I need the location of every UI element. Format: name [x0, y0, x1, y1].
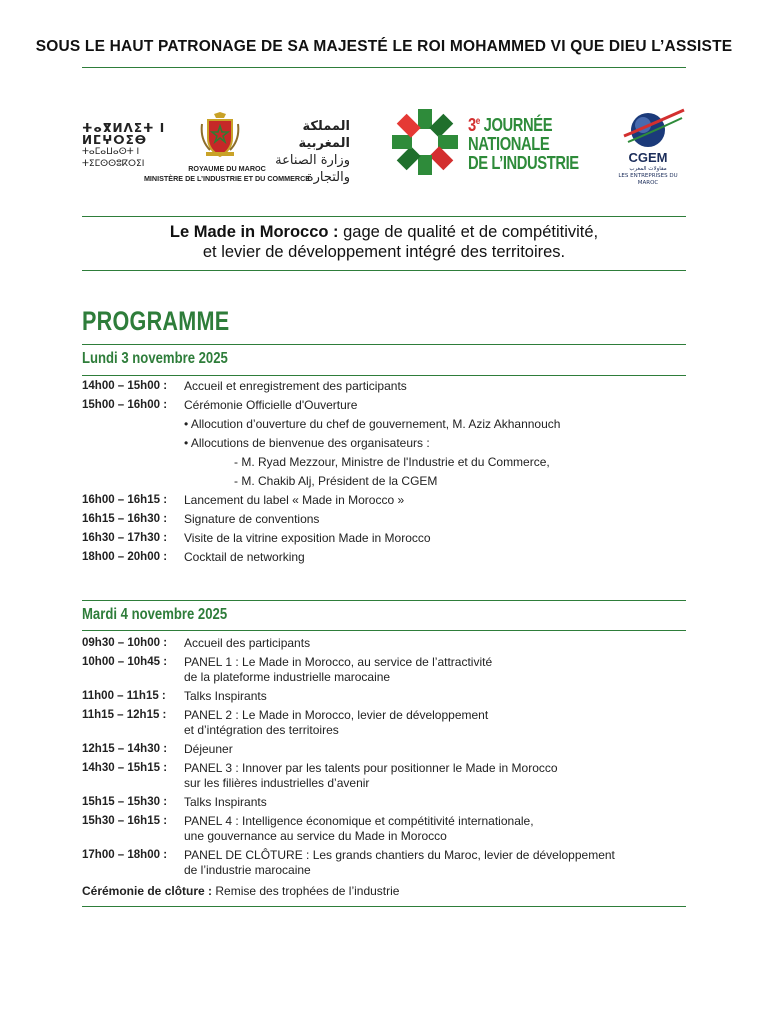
cgem-subtitle-latin: LES ENTREPRISES DU MAROC [618, 173, 678, 186]
tagline-line-2: et levier de développement intégré des territoires. [202, 243, 566, 261]
day2-top-divider [82, 600, 686, 601]
journee-nationale-logo [388, 104, 588, 184]
day1-heading: Lundi 3 novembre 2025 [82, 350, 228, 367]
event-title-line-1 [468, 112, 579, 135]
panel-title-continued: sur les filières industrielles d’avenir [184, 776, 370, 790]
panel-title: Innover par les talents pour positionner le Made in Morocco [238, 761, 558, 775]
cgem-subtitle-arabic: مقاولات المغرب [629, 166, 667, 172]
schedule-desc: Talks Inspirants [184, 689, 267, 703]
schedule-desc: Accueil et enregistrement des participants [184, 379, 407, 393]
schedule-desc [184, 655, 684, 685]
panel-title-continued: de l’industrie marocaine [184, 863, 311, 877]
schedule-time: 16h15 – 16h30 : [82, 513, 168, 525]
tagline-line-1 [82, 222, 686, 242]
schedule-desc: Déjeuner [184, 742, 233, 756]
day2-heading: Mardi 4 novembre 2025 [82, 606, 228, 623]
schedule-time: 16h30 – 17h30 : [82, 532, 168, 544]
event-title-line-3: DE L’INDUSTRIE [468, 153, 579, 173]
schedule-time: 12h15 – 14h30 : [82, 743, 168, 755]
ministry-tifinagh-text [82, 122, 198, 170]
panel-label: PANEL DE CLÔTURE [184, 848, 303, 862]
speaker-item: - M. Ryad Mezzour, Ministre de l'Industrie et du Commerce, [234, 455, 550, 469]
closing-label: Cérémonie de clôture : [82, 884, 213, 898]
panel-label: PANEL 4 : [184, 814, 239, 828]
schedule-time: 11h00 – 11h15 : [82, 690, 166, 702]
ceremony-sub-item: • Allocution d’ouverture du chef de gouvernement, M. Aziz Akhannouch [184, 417, 561, 431]
tagline-bottom-divider [82, 270, 686, 271]
schedule-time: 16h00 – 16h15 : [82, 494, 168, 506]
edition-suffix: e [475, 116, 480, 127]
schedule-desc: Signature de conventions [184, 512, 320, 526]
panel-title: Le Made in Morocco, au service de l’attractivité [238, 655, 493, 669]
tifinagh-line-1: ⵜⴰⴳⵍⴷⵉⵜ ⵏ ⵍⵎⵖⵔⵉⴱ [82, 121, 166, 147]
schedule-desc [184, 708, 684, 738]
patronage-heading: SOUS LE HAUT PATRONAGE DE SA MAJESTÉ LE ROI MOHAMMED VI QUE DIEU L’ASSISTE [35, 38, 733, 55]
ministere-label: MINISTÈRE DE L’INDUSTRIE ET DU COMMERCE [143, 174, 311, 183]
panel-label: PANEL 3 : [184, 761, 239, 775]
panel-title-continued: une gouvernance au service du Made in Morocco [184, 829, 447, 843]
schedule-desc: Talks Inspirants [184, 795, 267, 809]
panel-title: : Les grands chantiers du Maroc, levier de développement [302, 848, 615, 862]
schedule-desc: Cérémonie Officielle d'Ouverture [184, 398, 358, 412]
tagline-line-1-rest: gage de qualité et de compétitivité, [338, 223, 599, 241]
schedule-time: 17h00 – 18h00 : [82, 849, 168, 861]
panel-title: Intelligence économique et compétitivité internationale, [238, 814, 534, 828]
schedule-time: 10h00 – 10h45 : [82, 656, 168, 668]
ministry-logo [82, 112, 352, 184]
cgem-subtitle [618, 166, 678, 187]
panel-title: Le Made in Morocco, levier de développement [238, 708, 489, 722]
schedule-desc: Visite de la vitrine exposition Made in Morocco [184, 531, 431, 545]
schedule-desc: Cocktail de networking [184, 550, 305, 564]
industry-star-icon [388, 108, 462, 176]
panel-title-continued: et d’intégration des territoires [184, 723, 339, 737]
cgem-wordmark: CGEM [628, 150, 668, 165]
arabic-line-1: المملكة المغربية [298, 119, 350, 151]
bottom-divider [82, 906, 686, 907]
top-divider [82, 67, 686, 68]
logo-strip [82, 104, 686, 184]
cgem-globe-icon [618, 106, 686, 150]
schedule-desc [184, 761, 684, 791]
schedule-time: 15h15 – 15h30 : [82, 796, 168, 808]
schedule-desc: Lancement du label « Made in Morocco » [184, 493, 405, 507]
event-tagline [82, 222, 686, 262]
event-title-line-2: NATIONALE [468, 134, 550, 154]
panel-title-continued: de la plateforme industrielle marocaine [184, 670, 391, 684]
royal-crest-icon [200, 112, 240, 158]
ministry-name [122, 164, 332, 184]
schedule-time: 15h00 – 16h00 : [82, 399, 168, 411]
schedule-time: 09h30 – 10h00 : [82, 637, 168, 649]
programme-title: PROGRAMME [82, 306, 230, 336]
panel-label: PANEL 1 : [184, 655, 239, 669]
programme-divider [82, 344, 686, 345]
tifinagh-line-2: ⵜⴰⵎⴰⵡⴰⵙⵜ ⵏ ⵜⵉⵎⵙⵙⵓⴽⵔⵉⵏ [82, 147, 145, 169]
event-title [468, 112, 579, 173]
closing-ceremony [82, 884, 399, 898]
day2-divider [82, 630, 686, 631]
schedule-time: 11h15 – 12h15 : [82, 709, 167, 721]
day1-divider [82, 375, 686, 376]
tagline-top-divider [82, 216, 686, 217]
edition-number: 3 [468, 115, 476, 135]
speaker-item: - M. Chakib Alj, Président de la CGEM [234, 474, 438, 488]
cgem-logo [618, 106, 686, 186]
schedule-desc [184, 814, 684, 844]
schedule-desc [184, 848, 684, 878]
schedule-time: 15h30 – 16h15 : [82, 815, 168, 827]
royaume-label: ROYAUME DU MAROC [188, 164, 266, 173]
panel-label: PANEL 2 : [184, 708, 239, 722]
ceremony-sub-item: • Allocutions de bienvenue des organisateurs : [184, 436, 430, 450]
closing-desc: Remise des trophées de l’industrie [212, 884, 400, 898]
schedule-time: 14h30 – 15h15 : [82, 762, 168, 774]
schedule-time: 14h00 – 15h00 : [82, 380, 168, 392]
event-title-journee: JOURNÉE [479, 115, 553, 135]
tagline-bold: Le Made in Morocco : [169, 223, 339, 241]
schedule-time: 18h00 – 20h00 : [82, 551, 168, 563]
schedule-desc: Accueil des participants [184, 636, 311, 650]
arabic-line-2: وزارة الصناعة والتجارة [275, 153, 350, 185]
